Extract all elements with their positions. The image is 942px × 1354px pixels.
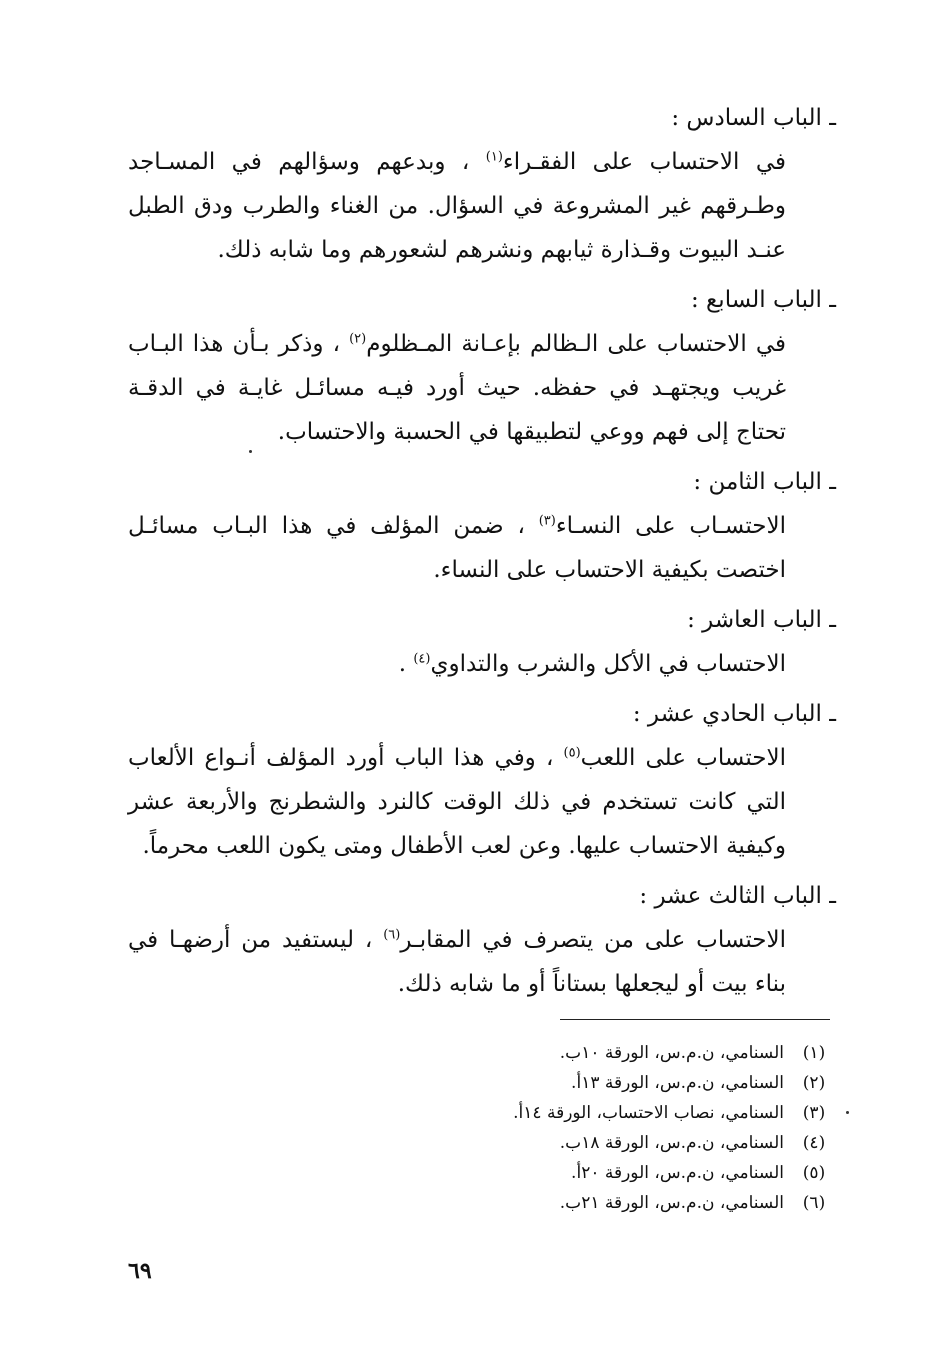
section-heading: ـ الباب العاشر :: [687, 607, 836, 633]
footnote-number: (٣): [802, 1103, 826, 1123]
footnote-ref: (١): [485, 149, 503, 165]
paragraph-text-continued: ، ضمن المؤلف في هذا البـاب مسائـل اختصت بكيفية الاحتساب على النساء.: [128, 513, 786, 583]
footnote-number: (٥): [802, 1163, 826, 1183]
paragraph-text: الاحتساب على اللعب: [580, 745, 787, 771]
page-body: [128, 96, 836, 1012]
footnote-item: [330, 1158, 830, 1188]
footnote-item: [330, 1128, 830, 1158]
footnote-ref: (٣): [538, 513, 556, 529]
footnote-divider: [560, 1019, 830, 1020]
footnote-text: السنامي، ن.م.س، الورقة ١٨ب.: [559, 1133, 784, 1153]
paragraph-text-continued: ، وبدعهم وسؤالهم في المسـاجد وطـرقهم غير المشروعة في السؤال. من الغناء والطرب ودق الطبل عنـد البيوت وقـذارة ثيابهم ونشرهم لشعورهم وما شابه ذلك.: [128, 149, 786, 263]
paragraph-text-continued: .: [398, 651, 407, 677]
footnote-ref: (٤): [413, 651, 431, 667]
footnote-item: [330, 1038, 830, 1068]
footnote-item: [330, 1068, 830, 1098]
section-heading: ـ الباب الثامن :: [693, 469, 836, 495]
paragraph-text: الاحتساب على من يتصرف في المقابـر: [400, 927, 787, 953]
footnotes: [330, 1038, 830, 1218]
footnote-number: (٦): [802, 1193, 826, 1213]
paragraph-text-continued: ، وفي هذا الباب أورد المؤلف أنـواع الألعاب التي كانت تستخدم في ذلك الوقت كالنرد والشطرنج والأربعة عشر وكيفية الاحتساب عليها. وعن لعب الأطفال ومتى يكون اللعب محرماً.: [128, 745, 786, 859]
section-chapter-11: [128, 692, 836, 868]
page-number: ٦٩: [128, 1258, 152, 1284]
paragraph-text: الاحتساب في الأكل والشرب والتداوي: [430, 651, 786, 677]
section-paragraph: [128, 918, 836, 1006]
footnote-text: السنامي، ن.م.س، الورقة ١٣أ.: [571, 1073, 784, 1093]
footnote-item: [330, 1188, 830, 1218]
section-paragraph: [128, 504, 836, 592]
section-paragraph: [128, 140, 836, 272]
footnote-number: (١): [802, 1043, 826, 1063]
footnote-number: (٤): [802, 1133, 826, 1153]
footnote-text: السنامي، ن.م.س، الورقة ٢١ب.: [559, 1193, 784, 1213]
section-heading: ـ الباب الثالث عشر :: [639, 883, 836, 909]
paragraph-text: في الاحتساب على الفقـراء: [502, 149, 786, 175]
footnote-number: (٢): [802, 1073, 826, 1093]
paragraph-text: الاحتسـاب على النسـاء: [555, 513, 786, 539]
footnote-text: السنامي، نصاب الاحتساب، الورقة ١٤أ.: [513, 1103, 784, 1123]
section-heading: ـ الباب الحادي عشر :: [632, 701, 836, 727]
footnote-ref: (٥): [563, 745, 581, 761]
section-chapter-7: [128, 278, 836, 454]
section-paragraph: [128, 322, 836, 454]
footnote-item: [330, 1098, 830, 1128]
paragraph-text-continued: ، وذكر بـأن هذا البـاب غريب ويجتهـد في حفظه. حيث أورد فيـه مسائـل غايـة في الدقـة تحتاج إلى فهم ووعي لتطبيقها في الحسبة والاحتساب.: [128, 331, 786, 445]
section-chapter-8: [128, 460, 836, 592]
section-chapter-10: [128, 598, 836, 686]
scan-speck: [249, 450, 252, 453]
section-heading: ـ الباب السادس :: [671, 105, 836, 131]
footnote-text: السنامي، ن.م.س، الورقة ١٠ب.: [559, 1043, 784, 1063]
section-paragraph: [128, 736, 836, 868]
section-chapter-6: [128, 96, 836, 272]
footnote-text: السنامي، ن.م.س، الورقة ٢٠أ.: [571, 1163, 784, 1183]
section-chapter-13: [128, 874, 836, 1006]
paragraph-text-continued: ، ليستفيد من أرضهـا في بناء بيت أو ليجعلها بستاناً أو ما شابه ذلك.: [128, 927, 786, 997]
footnote-ref: (٦): [383, 927, 401, 943]
paragraph-text: في الاحتساب على الـظالم بإعـانة المـظلوم: [366, 331, 786, 357]
section-heading: ـ الباب السابع :: [691, 287, 836, 313]
scan-speck: [846, 1111, 849, 1114]
footnote-ref: (٢): [349, 331, 367, 347]
section-paragraph: [128, 642, 836, 686]
